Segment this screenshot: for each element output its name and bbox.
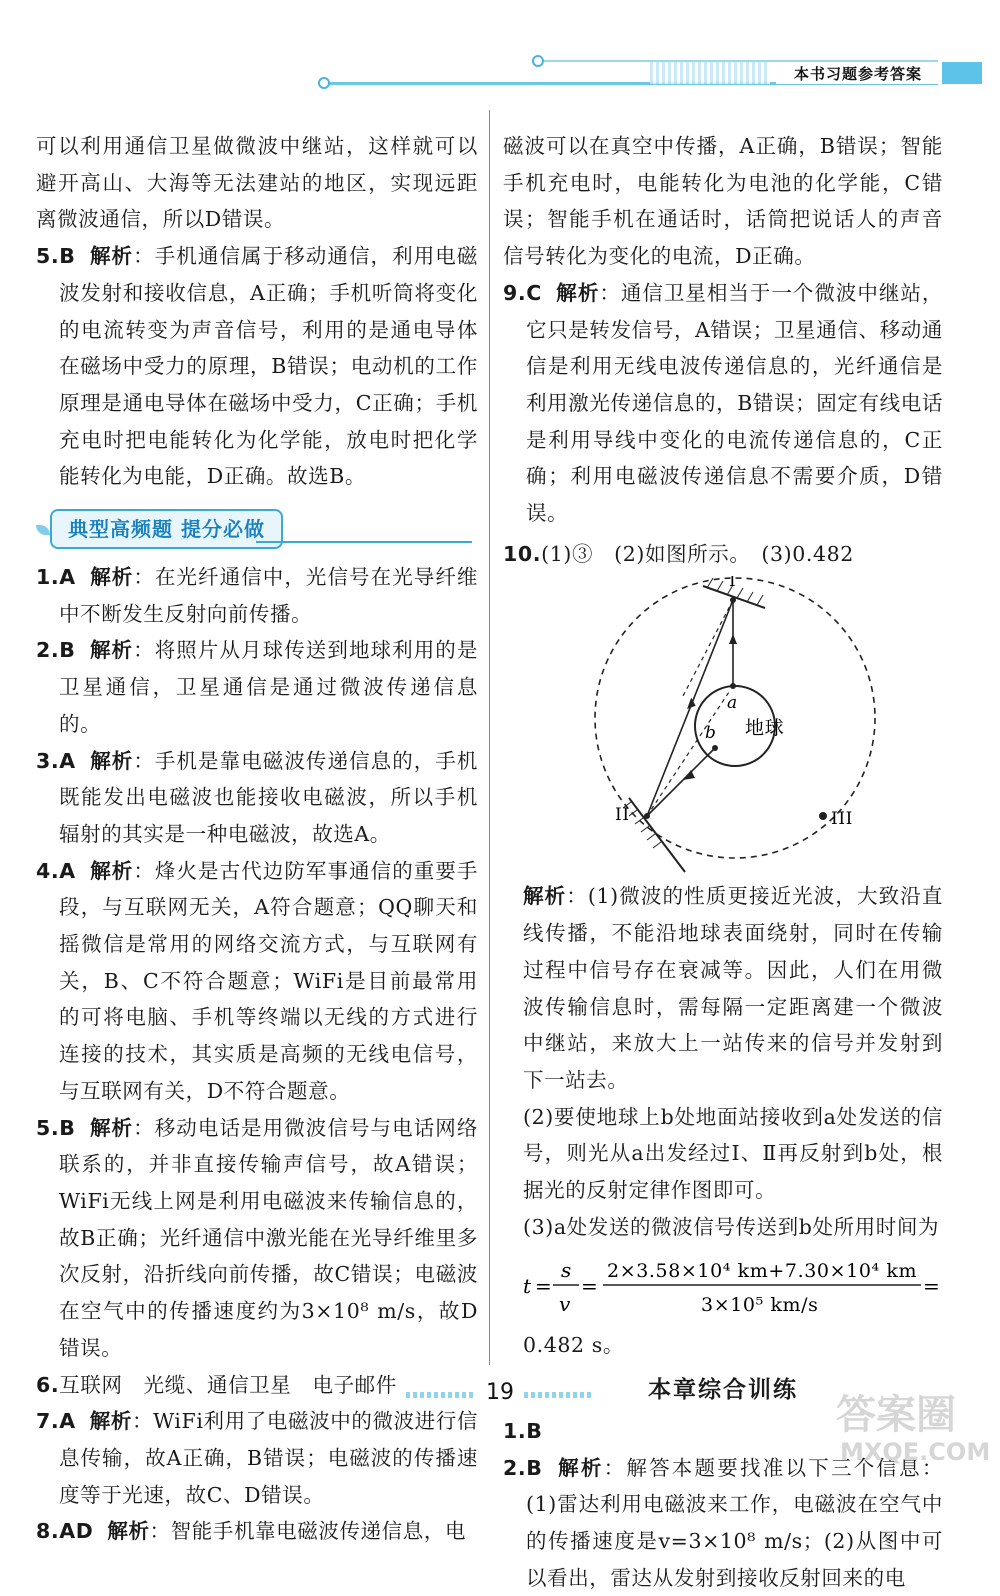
watermark-url: MXQE.COM <box>840 1438 990 1466</box>
answer-item <box>36 559 478 632</box>
answer-number: 3.A <box>36 748 76 773</box>
point-II <box>644 813 650 819</box>
point-b <box>712 745 718 751</box>
formula-s: s <box>561 1258 572 1283</box>
header-dot <box>318 77 330 89</box>
answer-item <box>36 743 478 853</box>
answer-number: 5.B <box>36 244 76 269</box>
section-banner <box>36 507 478 549</box>
answer-item <box>36 1403 478 1513</box>
answer-number: 2.B <box>36 638 76 663</box>
answer-number: 9.C <box>503 280 542 305</box>
section-underline <box>256 541 472 543</box>
answer-number: 2.B <box>503 1455 543 1480</box>
analysis-text: ：(1)微波的性质更接近光波，大致沿直线传播，不能沿地球表面绕射，同时在传输过程中信号存在衰减等。因此，人们在用微波传输信息时，需每隔一定距离建一个微波中继站，来放大上一站传来的信号并发射到下一站去。 <box>523 884 944 1092</box>
footer-dots <box>406 1392 476 1398</box>
analysis-part-2: (2)要使地球上b处地面站接收到a处发送的信号，则光从a出发经过Ⅰ、Ⅱ再反射到b处，根据光的反射定律作图即可。 <box>523 1104 943 1203</box>
analysis-label: 解析 <box>89 638 134 663</box>
answer-item <box>36 238 478 495</box>
answer-item <box>36 1513 478 1550</box>
header-tab <box>942 62 982 84</box>
answer-text: ：将照片从月球传送到地球利用的是卫星通信，卫星通信是通过微波传递信息的。 <box>59 638 478 736</box>
header-title: 本书习题参考答案 <box>776 62 940 84</box>
label-III: III <box>831 809 853 830</box>
answer-item <box>36 853 478 1110</box>
formula-eq: = <box>581 1274 599 1299</box>
point-III <box>819 812 827 820</box>
header-dot-pattern <box>650 62 770 84</box>
answer-text: ：解答本题要找准以下三个信息：(1)雷达利用电磁波来工作，电磁波在空气中的传播速度是v=3×10⁸ m/s；(2)从图中可以看出，雷达从发射到接收反射回来的电 <box>526 1455 943 1590</box>
label-II: II <box>615 805 630 826</box>
label-a: a <box>727 693 738 714</box>
analysis-label: 解析 <box>107 1519 150 1544</box>
right-column <box>503 128 943 1596</box>
answer-item <box>503 536 943 573</box>
ray-I-to-II <box>647 600 733 816</box>
satellite-diagram-svg <box>503 576 943 876</box>
formula-denominator: 3×10⁵ km/s <box>701 1294 819 1317</box>
formula-eq: = <box>535 1274 553 1299</box>
earth-label: 地球 <box>745 717 785 740</box>
answer-text: ：在光纤通信中，光信号在光导纤维中不断发生反射向前传播。 <box>59 565 478 626</box>
section-title: 典型高频题 提分必做 <box>50 509 283 549</box>
answer-number: 1.A <box>36 565 76 590</box>
analysis-label: 解析 <box>89 565 134 590</box>
point-a <box>730 683 736 689</box>
time-formula <box>523 1249 943 1323</box>
watermark-logo <box>830 1378 990 1468</box>
analysis-label: 解析 <box>89 244 134 269</box>
answer-number: 6. <box>36 1372 60 1397</box>
point-I <box>730 597 736 603</box>
answer-item <box>503 1450 943 1596</box>
continued-text: 磁波可以在真空中传播，A正确，B错误；智能手机充电时，电能转化为电池的化学能，C错误；智能手机在通话时，话筒把说话人的声音信号转化为变化的电流，D正确。 <box>503 134 943 269</box>
answer-number: 4.A <box>36 858 76 883</box>
analysis-label: 解析 <box>556 1455 604 1480</box>
left-column <box>36 128 478 1550</box>
formula-t: t <box>523 1274 532 1299</box>
answer-number: 1.B <box>503 1418 543 1443</box>
formula-eq: = <box>923 1274 941 1299</box>
answer-text: ：手机是靠电磁波传递信息的，手机既能发出电磁波也能接收电磁波，所以手机辐射的其实是一种电磁波，故选A。 <box>59 748 478 846</box>
analysis-label: 解析 <box>523 884 567 909</box>
answer-item <box>36 632 478 742</box>
formula-numerator: 2×3.58×10⁴ km+7.30×10⁴ km <box>607 1260 918 1283</box>
continued-text: 可以利用通信卫星做微波中继站，这样就可以避开高山、大海等无法建站的地区，实现远距离微波通信，所以D错误。 <box>36 134 478 232</box>
analysis-label: 解析 <box>89 858 134 883</box>
analysis-part-1 <box>523 878 943 1098</box>
answer-text: ：WiFi利用了电磁波中的微波进行信息传输，故A正确，B错误；电磁波的传播速度等于光速，故C、D错误。 <box>59 1409 478 1507</box>
leaf-icon <box>36 525 50 535</box>
answer-text: ：手机通信属于移动通信，利用电磁波发射和接收信息，A正确；手机听筒将变化的电流转变为声音信号，利用的是通电导体在磁场中受力的原理，B错误；电动机的工作原理是通电导体在磁场中受力，C正确；手机充电时把电能转化为化学能，放电时把化学能转化为电能，D正确。故选B。 <box>59 244 478 489</box>
analysis-part-3: (3)a处发送的微波信号传送到b处所用时间为 <box>523 1214 940 1239</box>
analysis-label: 解析 <box>89 1115 134 1140</box>
page-number: 19 <box>486 1380 514 1405</box>
answer-number: 7.A <box>36 1409 76 1434</box>
footer-dots <box>524 1392 594 1398</box>
answer-number: 10. <box>503 541 542 566</box>
answer-number: 5.B <box>36 1115 76 1140</box>
formula-v: v <box>559 1292 571 1317</box>
ray-arrow <box>683 770 695 780</box>
answer-text: 互联网 光缆、通信卫星 电子邮件 <box>59 1372 397 1397</box>
column-divider <box>489 110 490 1365</box>
ray-arrow <box>729 634 737 644</box>
answer-text: ：智能手机靠电磁波传递信息，电 <box>149 1519 467 1544</box>
analysis-label: 解析 <box>89 748 134 773</box>
analysis-label: 解析 <box>555 280 600 305</box>
analysis-block <box>503 878 943 1364</box>
normal-line <box>647 692 729 816</box>
answer-text: ：烽火是古代边防军事通信的重要手段，与互联网无关，A符合题意；QQ聊天和摇微信是常用的网络交流方式，与互联网有关，B、C不符合题意；WiFi是目前最常用的可将电脑、手机等终端以无线的方式进行连接的技术，其实质是高频的无线电信号，与互联网有关，D不符合题意。 <box>59 858 478 1103</box>
header-dot <box>532 55 544 67</box>
label-b: b <box>705 723 717 744</box>
answer-item <box>36 1110 478 1367</box>
normal-line <box>683 600 733 696</box>
watermark-text: 答案圈 <box>836 1392 956 1438</box>
analysis-label: 解析 <box>89 1409 132 1434</box>
ray-II-to-b <box>647 748 715 816</box>
answer-text: (1)③ (2)如图所示。 (3)0.482 <box>541 541 854 566</box>
answer-text: ：通信卫星相当于一个微波中继站，它只是转发信号，A错误；卫星通信、移动通信是利用无线电波传递信息的，光纤通信是利用激光传递信息的，B错误；固定有线电话是利用导线中变化的电流传递信息的，C正确；利用电磁波传递信息不需要介质，D错误。 <box>526 280 943 526</box>
label-I: I <box>729 576 737 592</box>
mirror-II <box>629 798 685 872</box>
answer-item <box>503 275 943 532</box>
formula-svg <box>523 1249 943 1323</box>
chapter-title: 本章综合训练 <box>648 1377 798 1404</box>
satellite-diagram <box>503 576 943 876</box>
answer-text: ：移动电话是用微波信号与电话网络联系的，并非直接传输声信号，故A错误；WiFi无线上网是利用电磁波来传输信息的，故B正确；光纤通信中激光能在光导纤维里多次反射，沿折线向前传播，故C错误；电磁波在空气中的传播速度约为3×10⁸ m/s，故D错误。 <box>59 1115 478 1360</box>
formula-result: 0.482 s。 <box>523 1333 625 1358</box>
answer-number: 8.AD <box>36 1519 94 1544</box>
